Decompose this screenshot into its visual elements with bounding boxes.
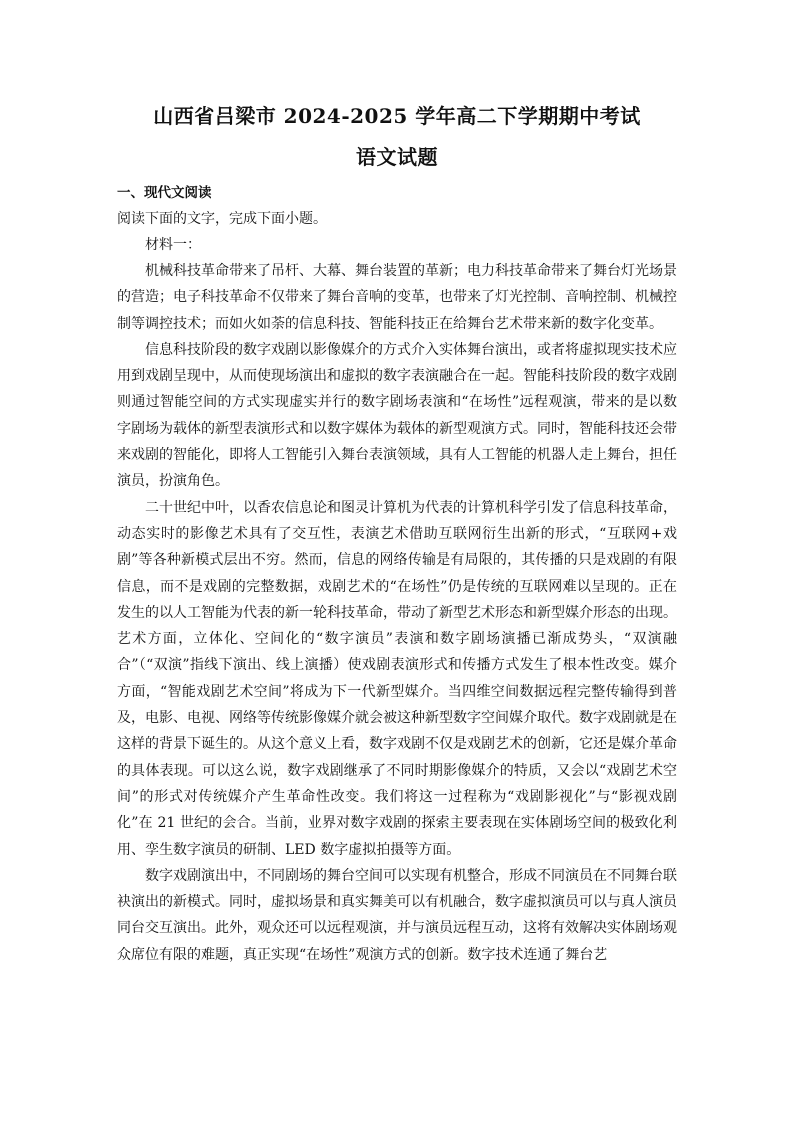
page-title: 山西省吕梁市 2024-2025 学年高二下学期期中考试: [153, 104, 641, 128]
section-heading: 一、现代文阅读: [117, 185, 212, 201]
paragraph-2: 信息科技阶段的数字戏剧以影像媒介的方式介入实体舞台演出，或者将虚拟现实技术应用到戏剧呈现中，从而使现场演出和虚拟的数字表演融合在一起。智能科技阶段的数字戏剧则通过智能空间的方式实现虚实并行的数字剧场表演和“在场性”远程观演，带来的是以数字剧场为载体的新型表演形式和以数字媒体为载体的新型观演方式。同时，智能科技还会带来戏剧的智能化，即将人工智能引入舞台表演领域，具有人工智能的机器人走上舞台，担任演员，扮演角色。: [117, 341, 677, 490]
paragraph-4: 数字戏剧演出中，不同剧场的舞台空间可以实现有机整合，形成不同演员在不同舞台联袂演出的新模式。同时，虚拟场景和真实舞美可以有机融合，数字虚拟演员可以与真人演员同台交互演出。此外，观众还可以远程观演，并与演员远程互动，这将有效解决实体剧场观众席位有限的难题，真正实现“在场性”观演方式的创新。数字技术连通了舞台艺: [117, 867, 677, 963]
material-label: 材料一：: [145, 237, 201, 253]
document-body: [117, 180, 677, 968]
paragraph-3: 二十世纪中叶，以香农信息论和图灵计算机为代表的计算机科学引发了信息科技革命，动态实时的影像艺术具有了交互性，表演艺术借助互联网衍生出新的形式，“互联网+戏剧”等各种新模式层出不穷。然而，信息的网络传输是有局限的，其传播的只是戏剧的有限信息，而不是戏剧的完整数据，戏剧艺术的“在场性”仍是传统的互联网难以呈现的。正在发生的以人工智能为代表的新一轮科技革命，带动了新型艺术形态和新型媒介形态的出现。艺术方面，立体化、空间化的“数字演员”表演和数字剧场演播已渐成势头，“双演融合”（“双演”指线下演出、线上演播）使戏剧表演形式和传播方式发生了根本性改变。媒介方面，“智能戏剧艺术空间”将成为下一代新型媒介。当四维空间数据远程完整传输得到普及，电影、电视、网络等传统影像媒介就会被这种新型数字空间媒介取代。数字戏剧就是在这样的背景下诞生的。从这个意义上看，数字戏剧不仅是戏剧艺术的创新，它还是媒介革命的具体表现。可以这么说，数字戏剧继承了不同时期影像媒介的特质，又会以“戏剧艺术空间”的形式对传统媒介产生革命性改变。我们将这一过程称为“戏剧影视化”与“影视戏剧化”在 21 世纪的会合。当前，业界对数字戏剧的探索主要表现在实体剧场空间的极致化利用、孪生数字演员的研制、LED 数字虚拟拍摄等方面。: [117, 499, 677, 858]
reading-instruction: 阅读下面的文字，完成下面小题。: [117, 211, 327, 227]
paragraph-1: 机械科技革命带来了吊杆、大幕、舞台装置的革新；电力科技革命带来了舞台灯光场景的营造；电子科技革命不仅带来了舞台音响的变革，也带来了灯光控制、音响控制、机械控制等调控技术；而如火如荼的信息科技、智能科技正在给舞台艺术带来新的数字化变革。: [117, 263, 677, 332]
page-subtitle: 语文试题: [356, 145, 438, 169]
